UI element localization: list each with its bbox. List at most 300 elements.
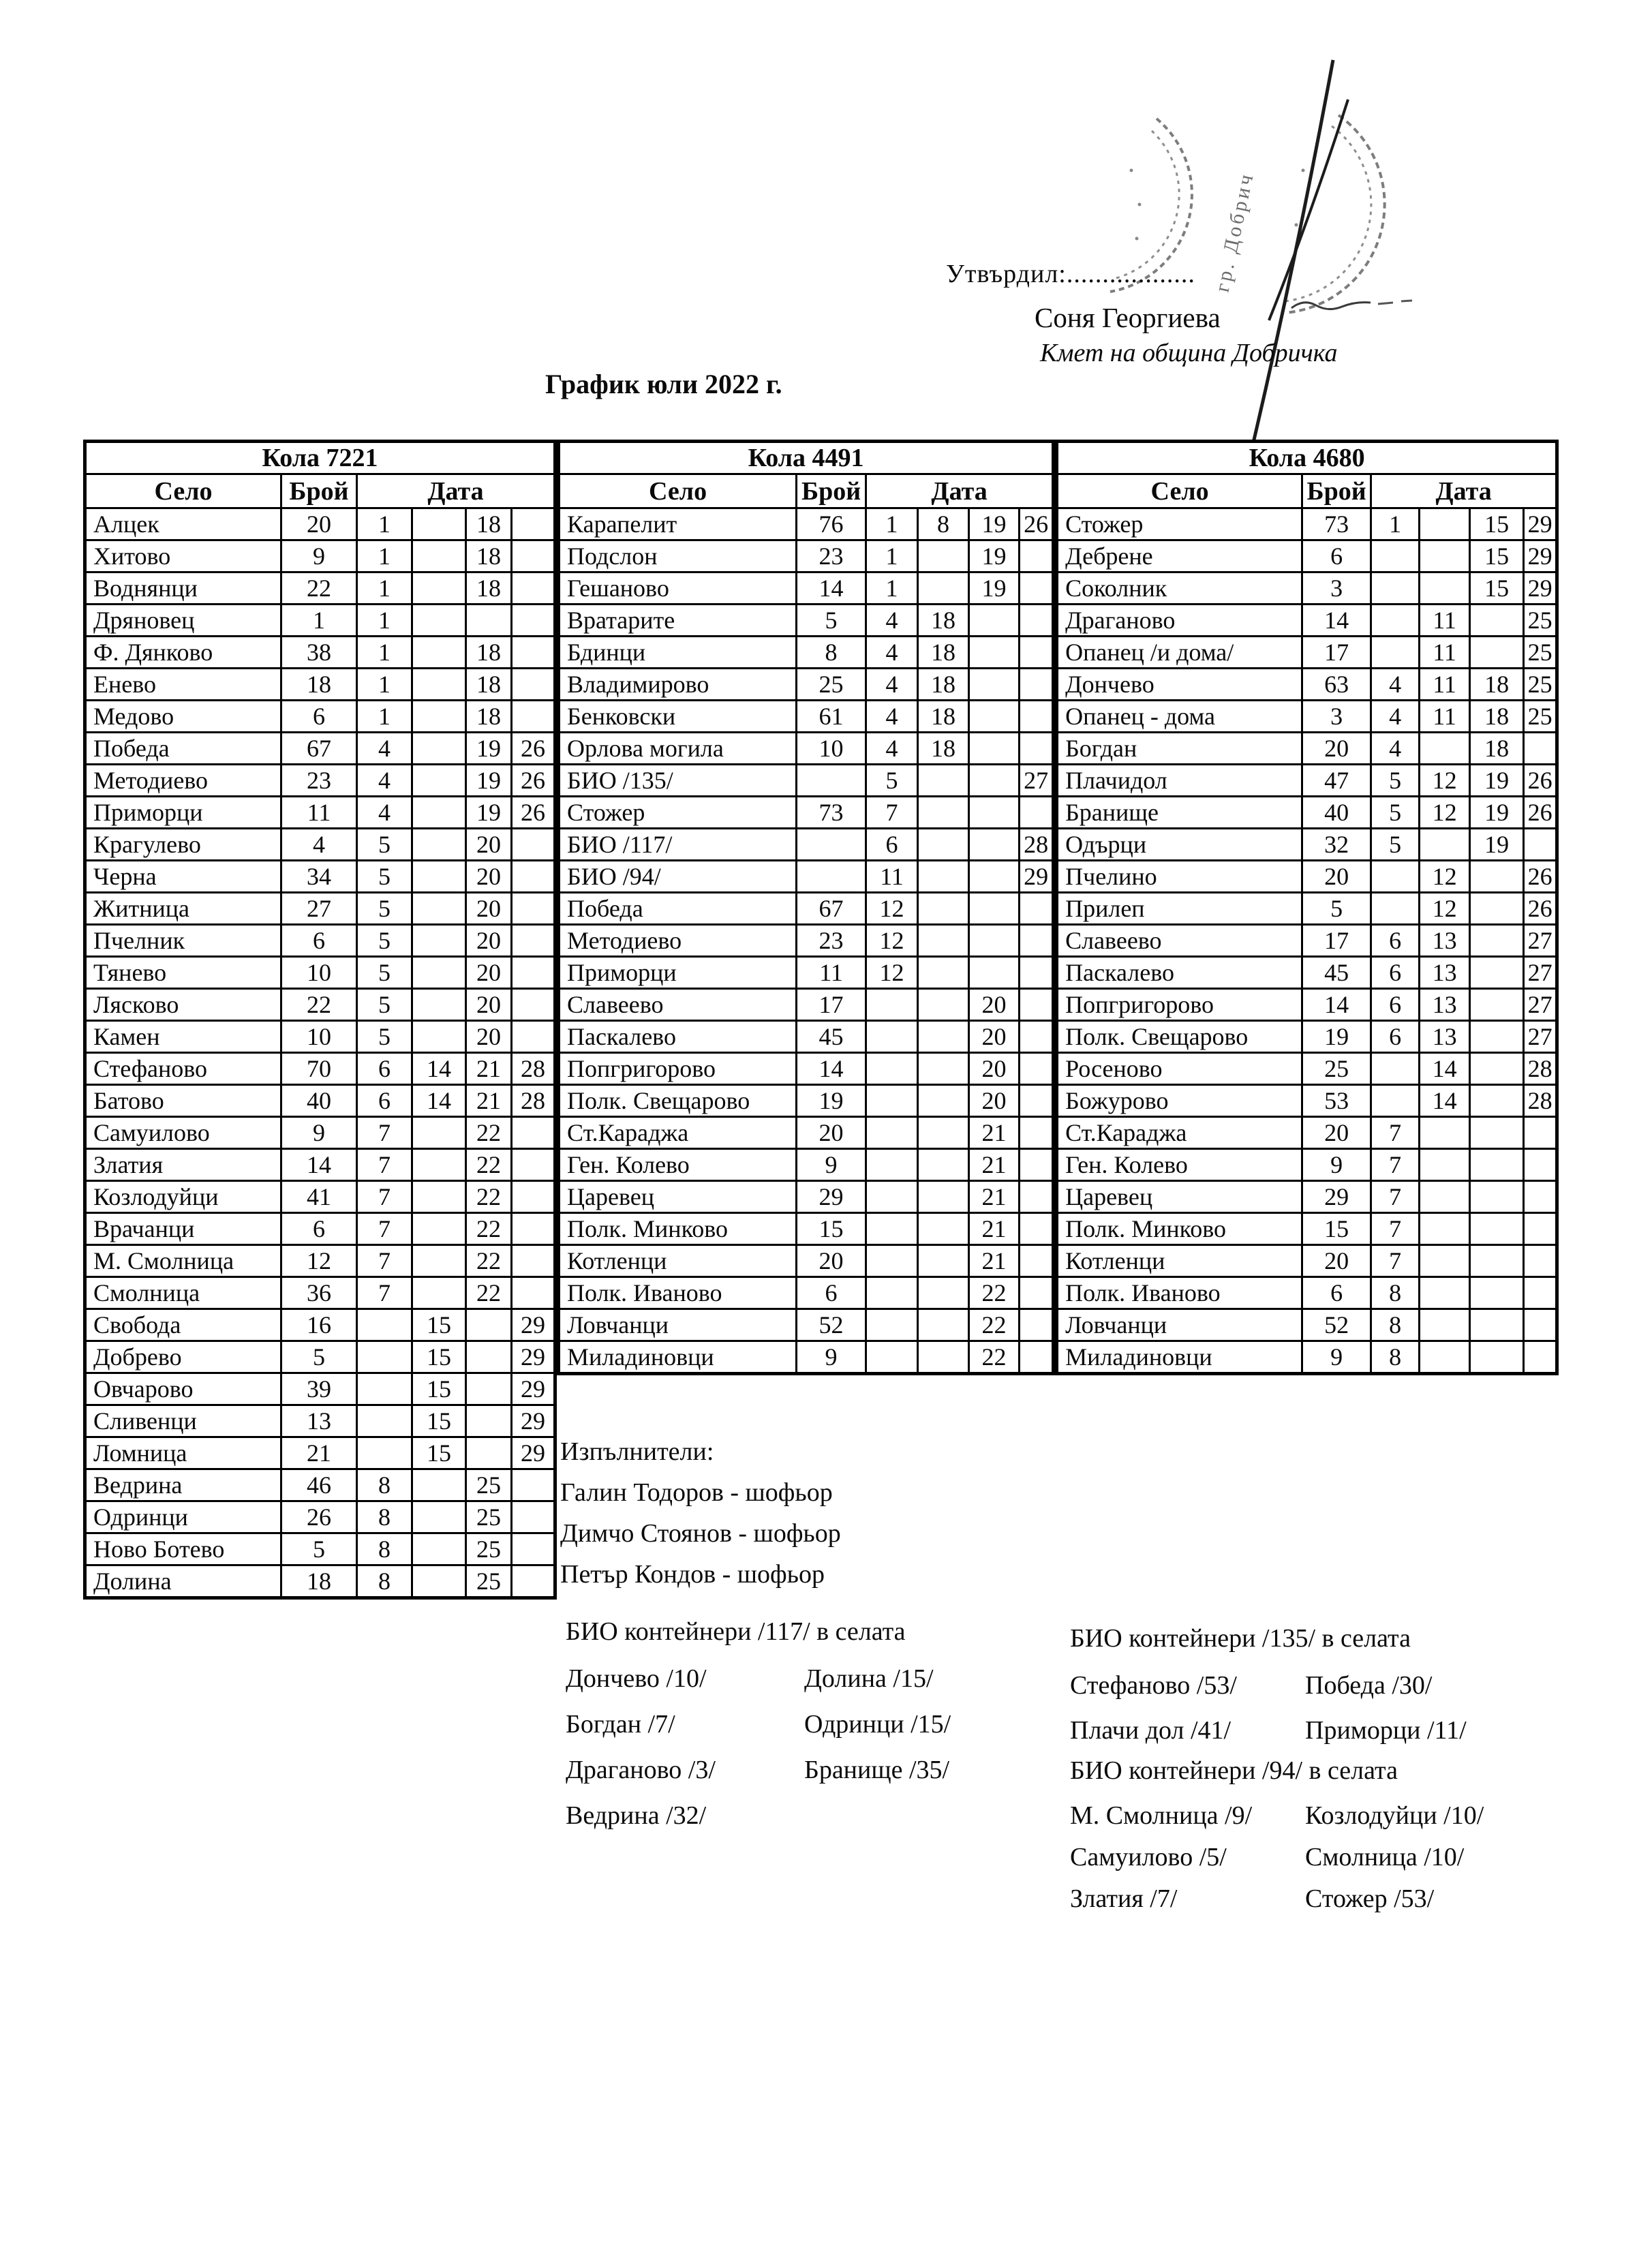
cell-date — [512, 508, 555, 540]
cell-village: Ген. Колево — [1057, 1149, 1302, 1181]
cell-date — [1524, 1341, 1557, 1374]
table-row — [1057, 925, 1557, 957]
cell-date: 7 — [1371, 1117, 1420, 1149]
cell-date: 22 — [466, 1277, 512, 1309]
cell-date: 13 — [1420, 957, 1470, 989]
cell-count: 52 — [1302, 1309, 1371, 1341]
cell-count: 6 — [1302, 540, 1371, 572]
cell-date — [412, 1149, 466, 1181]
cell-date: 12 — [866, 893, 918, 925]
cell-date: 4 — [1371, 733, 1420, 765]
table-row — [85, 1021, 555, 1053]
cell-date — [466, 605, 512, 637]
cell-date: 26 — [1524, 861, 1557, 893]
cell-count: 12 — [281, 1245, 357, 1277]
bio-section-135 — [1070, 1623, 1467, 1753]
cell-date — [1470, 1021, 1524, 1053]
cell-date: 4 — [866, 669, 918, 701]
cell-date: 18 — [466, 669, 512, 701]
cell-date: 14 — [412, 1053, 466, 1085]
cell-village: Владимирово — [559, 669, 797, 701]
table-row — [1057, 637, 1557, 669]
cell-date: 22 — [466, 1245, 512, 1277]
cell-date: 8 — [357, 1533, 412, 1565]
cell-village: Плачидол — [1057, 765, 1302, 797]
cell-count: 5 — [797, 605, 866, 637]
table-row — [559, 1309, 1054, 1341]
cell-date — [918, 1341, 969, 1374]
cell-date: 27 — [1524, 1021, 1557, 1053]
bio-list — [804, 1656, 951, 1839]
cell-village: Победа — [559, 893, 797, 925]
col-header-date: Дата — [866, 474, 1054, 508]
cell-date: 18 — [918, 637, 969, 669]
cell-date — [412, 1117, 466, 1149]
cell-village: Паскалево — [559, 1021, 797, 1053]
cell-date: 1 — [866, 540, 918, 572]
cell-date — [1470, 989, 1524, 1021]
table-row — [559, 701, 1054, 733]
cell-date: 7 — [357, 1213, 412, 1245]
cell-date: 15 — [1470, 508, 1524, 540]
cell-date: 18 — [466, 540, 512, 572]
cell-count: 26 — [281, 1501, 357, 1533]
cell-date — [918, 861, 969, 893]
cell-date: 18 — [918, 605, 969, 637]
list-item: Смолница /10/ — [1305, 1843, 1465, 1871]
cell-date — [918, 1021, 969, 1053]
cell-date — [969, 797, 1020, 829]
table-row — [85, 1277, 555, 1309]
cell-date: 5 — [357, 1021, 412, 1053]
cell-date: 7 — [1371, 1149, 1420, 1181]
cell-date — [466, 1341, 512, 1373]
cell-date: 19 — [466, 765, 512, 797]
table-row — [85, 1117, 555, 1149]
cell-date: 29 — [512, 1309, 555, 1341]
cell-date — [1524, 1149, 1557, 1181]
cell-date: 11 — [866, 861, 918, 893]
table-row — [85, 893, 555, 925]
cell-village: Пчелник — [85, 925, 281, 957]
cell-date: 25 — [1524, 701, 1557, 733]
cell-date: 22 — [969, 1277, 1020, 1309]
table-row — [85, 1373, 555, 1405]
table-row — [559, 540, 1054, 572]
cell-date — [512, 1149, 555, 1181]
table-row — [559, 893, 1054, 925]
cell-date — [1420, 508, 1470, 540]
cell-date: 12 — [1420, 893, 1470, 925]
cell-date: 20 — [466, 861, 512, 893]
vehicle-table-7221 — [83, 440, 557, 1600]
list-item: Долина /15/ — [804, 1664, 934, 1693]
cell-date: 28 — [512, 1053, 555, 1085]
cell-date: 18 — [918, 669, 969, 701]
cell-date — [866, 989, 918, 1021]
cell-date: 5 — [1371, 797, 1420, 829]
cell-date — [1020, 957, 1054, 989]
col-header-count: Брой — [1302, 474, 1371, 508]
table-row — [559, 765, 1054, 797]
cell-village: Полк. Иваново — [559, 1277, 797, 1309]
cell-date: 18 — [466, 572, 512, 605]
table-row — [85, 765, 555, 797]
cell-date: 26 — [1524, 893, 1557, 925]
cell-village: Одърци — [1057, 829, 1302, 861]
cell-date: 25 — [1524, 605, 1557, 637]
cell-date: 4 — [866, 637, 918, 669]
vehicle-header: Кола 4491 — [559, 442, 1054, 474]
approver-role: Кмет на община Добричка — [1040, 339, 1338, 367]
cell-date — [918, 893, 969, 925]
cell-count: 5 — [1302, 893, 1371, 925]
cell-count: 52 — [797, 1309, 866, 1341]
cell-date: 15 — [412, 1373, 466, 1405]
cell-date: 6 — [1371, 957, 1420, 989]
cell-date — [1020, 797, 1054, 829]
cell-date — [1371, 572, 1420, 605]
cell-village: Бдинци — [559, 637, 797, 669]
cell-village: Полк. Минково — [559, 1213, 797, 1245]
cell-date — [1371, 605, 1420, 637]
cell-count: 73 — [1302, 508, 1371, 540]
cell-date — [969, 893, 1020, 925]
cell-date: 26 — [1020, 508, 1054, 540]
cell-count: 76 — [797, 508, 866, 540]
cell-date — [357, 1405, 412, 1437]
cell-village: Приморци — [559, 957, 797, 989]
cell-date — [412, 540, 466, 572]
table-row — [85, 1309, 555, 1341]
table-row — [559, 797, 1054, 829]
cell-date: 1 — [866, 572, 918, 605]
cell-village: Паскалево — [1057, 957, 1302, 989]
cell-date: 27 — [1524, 989, 1557, 1021]
cell-date: 27 — [1020, 765, 1054, 797]
cell-count: 20 — [281, 508, 357, 540]
list-item: Плачи дол /41/ — [1070, 1716, 1232, 1745]
cell-village: Прилеп — [1057, 893, 1302, 925]
cell-date — [918, 1213, 969, 1245]
cell-count: 20 — [797, 1117, 866, 1149]
cell-date: 5 — [357, 829, 412, 861]
cell-village: Овчарово — [85, 1373, 281, 1405]
cell-date — [1020, 1309, 1054, 1341]
cell-village: Опанец - дома — [1057, 701, 1302, 733]
executors-list — [560, 1472, 841, 1595]
cell-village: Тянево — [85, 957, 281, 989]
cell-date: 8 — [918, 508, 969, 540]
cell-date: 5 — [357, 925, 412, 957]
cell-date — [918, 1085, 969, 1117]
cell-date — [1020, 1341, 1054, 1374]
list-item: Дончево /10/ — [566, 1664, 707, 1693]
cell-date: 8 — [1371, 1309, 1420, 1341]
cell-date — [512, 572, 555, 605]
cell-village: Гешаново — [559, 572, 797, 605]
cell-date: 21 — [969, 1117, 1020, 1149]
cell-date: 12 — [1420, 797, 1470, 829]
cell-village: Стефаново — [85, 1053, 281, 1085]
cell-date — [1371, 893, 1420, 925]
table-row — [85, 1533, 555, 1565]
table-row — [85, 637, 555, 669]
cell-date: 19 — [969, 508, 1020, 540]
cell-date — [866, 1309, 918, 1341]
cell-date — [412, 637, 466, 669]
cell-date — [357, 1309, 412, 1341]
table-row — [85, 957, 555, 989]
cell-date — [512, 861, 555, 893]
cell-date: 4 — [866, 733, 918, 765]
cell-date — [1371, 637, 1420, 669]
cell-count: 10 — [281, 1021, 357, 1053]
cell-count: 5 — [281, 1533, 357, 1565]
table-row — [1057, 1117, 1557, 1149]
cell-date — [512, 605, 555, 637]
approval-label: Утвърдил:.................. — [946, 260, 1195, 288]
table-row — [1057, 540, 1557, 572]
cell-date: 5 — [357, 989, 412, 1021]
cell-date: 6 — [357, 1053, 412, 1085]
table-row — [85, 1181, 555, 1213]
cell-date — [866, 1277, 918, 1309]
cell-village: Бранище — [1057, 797, 1302, 829]
cell-village: Росеново — [1057, 1053, 1302, 1085]
cell-date: 7 — [357, 1181, 412, 1213]
cell-village: Полк. Минково — [1057, 1213, 1302, 1245]
cell-date: 22 — [969, 1309, 1020, 1341]
cell-date: 18 — [466, 508, 512, 540]
table-row — [559, 637, 1054, 669]
table-row — [1057, 1309, 1557, 1341]
cell-village: Методиево — [85, 765, 281, 797]
col-header-village: Село — [85, 474, 281, 508]
cell-count: 32 — [1302, 829, 1371, 861]
cell-date: 11 — [1420, 701, 1470, 733]
cell-date: 6 — [866, 829, 918, 861]
table-row — [559, 1021, 1054, 1053]
cell-count: 47 — [1302, 765, 1371, 797]
stamp-icon — [1211, 115, 1385, 313]
list-item: Златия /7/ — [1070, 1884, 1178, 1913]
table-row — [85, 733, 555, 765]
stamp-text: гр. Добрич — [1210, 170, 1259, 294]
table-row — [1057, 829, 1557, 861]
cell-date — [412, 605, 466, 637]
cell-date — [918, 925, 969, 957]
cell-date: 18 — [1470, 669, 1524, 701]
cell-date — [512, 1469, 555, 1501]
cell-count: 14 — [797, 1053, 866, 1085]
cell-count: 11 — [281, 797, 357, 829]
cell-count: 61 — [797, 701, 866, 733]
cell-village: Ловчанци — [559, 1309, 797, 1341]
cell-count: 14 — [1302, 605, 1371, 637]
cell-date — [512, 957, 555, 989]
cell-date — [969, 829, 1020, 861]
cell-count: 19 — [1302, 1021, 1371, 1053]
cell-date — [1470, 1149, 1524, 1181]
cell-date: 5 — [357, 893, 412, 925]
cell-date: 7 — [1371, 1213, 1420, 1245]
cell-date: 26 — [1524, 797, 1557, 829]
bio-section-94 — [1070, 1756, 1484, 1920]
cell-date: 4 — [357, 733, 412, 765]
cell-date — [918, 1117, 969, 1149]
cell-date — [1020, 572, 1054, 605]
cell-date: 29 — [512, 1341, 555, 1373]
cell-date — [512, 1277, 555, 1309]
col-header-village: Село — [559, 474, 797, 508]
cell-date: 22 — [466, 1117, 512, 1149]
cell-date: 1 — [866, 508, 918, 540]
cell-village: Ведрина — [85, 1469, 281, 1501]
table-row — [85, 605, 555, 637]
cell-village: Ген. Колево — [559, 1149, 797, 1181]
cell-date — [1020, 893, 1054, 925]
cell-count: 10 — [797, 733, 866, 765]
table-row — [85, 1085, 555, 1117]
cell-village: Хитово — [85, 540, 281, 572]
cell-date: 8 — [357, 1565, 412, 1598]
cell-date: 21 — [969, 1149, 1020, 1181]
table-row — [559, 1181, 1054, 1213]
cell-date: 15 — [1470, 572, 1524, 605]
cell-date — [412, 733, 466, 765]
table-row — [85, 669, 555, 701]
cell-date — [512, 1181, 555, 1213]
cell-date — [1470, 1309, 1524, 1341]
cell-date: 21 — [969, 1181, 1020, 1213]
cell-date — [1020, 1149, 1054, 1181]
cell-date — [1020, 540, 1054, 572]
cell-count: 9 — [797, 1149, 866, 1181]
bio-list — [1305, 1795, 1484, 1920]
table-row — [559, 508, 1054, 540]
cell-village: Приморци — [85, 797, 281, 829]
table-row — [1057, 733, 1557, 765]
cell-count: 34 — [281, 861, 357, 893]
cell-date — [412, 1245, 466, 1277]
cell-date — [512, 701, 555, 733]
cell-date: 7 — [357, 1149, 412, 1181]
cell-village: Попгригорово — [559, 1053, 797, 1085]
cell-date: 22 — [466, 1149, 512, 1181]
cell-count: 4 — [281, 829, 357, 861]
cell-date — [1420, 733, 1470, 765]
cell-date — [412, 1213, 466, 1245]
cell-date — [969, 701, 1020, 733]
list-item: Самуилово /5/ — [1070, 1843, 1227, 1871]
table-row — [559, 1053, 1054, 1085]
table-row — [85, 1053, 555, 1085]
table-row — [85, 1437, 555, 1469]
cell-date — [1470, 1117, 1524, 1149]
cell-date: 28 — [512, 1085, 555, 1117]
cell-date: 4 — [866, 701, 918, 733]
table-row — [559, 1085, 1054, 1117]
cell-date — [866, 1117, 918, 1149]
cell-date: 25 — [466, 1469, 512, 1501]
table-row — [559, 572, 1054, 605]
cell-date — [412, 893, 466, 925]
cell-date: 8 — [1371, 1277, 1420, 1309]
cell-village: Стожер — [559, 797, 797, 829]
cell-village: Пчелино — [1057, 861, 1302, 893]
cell-count: 9 — [1302, 1149, 1371, 1181]
cell-date: 26 — [512, 733, 555, 765]
cell-count: 45 — [1302, 957, 1371, 989]
cell-date — [1020, 701, 1054, 733]
table-row — [1057, 765, 1557, 797]
cell-date: 1 — [357, 669, 412, 701]
cell-count: 40 — [1302, 797, 1371, 829]
cell-village: Крагулево — [85, 829, 281, 861]
cell-date: 22 — [466, 1181, 512, 1213]
table-row — [85, 1245, 555, 1277]
list-item: М. Смолница /9/ — [1070, 1801, 1253, 1830]
table-row — [559, 733, 1054, 765]
cell-village: Божурово — [1057, 1085, 1302, 1117]
list-item: Одринци /15/ — [804, 1710, 951, 1739]
schedule-tables — [83, 440, 1559, 1600]
table-body — [1057, 508, 1557, 1374]
cell-date — [866, 1085, 918, 1117]
table-row — [559, 829, 1054, 861]
cell-date: 11 — [1420, 605, 1470, 637]
cell-date: 28 — [1020, 829, 1054, 861]
cell-village: Свобода — [85, 1309, 281, 1341]
cell-count: 22 — [281, 989, 357, 1021]
table-row — [85, 540, 555, 572]
cell-date — [1524, 1213, 1557, 1245]
cell-date — [866, 1181, 918, 1213]
cell-count: 70 — [281, 1053, 357, 1085]
cell-date — [1020, 1181, 1054, 1213]
cell-date: 5 — [1371, 829, 1420, 861]
cell-date: 18 — [1470, 701, 1524, 733]
cell-village: Стожер — [1057, 508, 1302, 540]
cell-date: 4 — [1371, 669, 1420, 701]
list-item: Победа /30/ — [1305, 1671, 1433, 1700]
cell-count: 9 — [1302, 1341, 1371, 1374]
bio-section-title: БИО контейнери /117/ в селата — [566, 1617, 906, 1646]
cell-date — [412, 797, 466, 829]
cell-village: Ст.Караджа — [559, 1117, 797, 1149]
cell-date — [512, 1213, 555, 1245]
cell-date — [512, 1565, 555, 1598]
cell-count: 29 — [1302, 1181, 1371, 1213]
cell-village: Опанец /и дома/ — [1057, 637, 1302, 669]
cell-date — [1470, 1277, 1524, 1309]
table-row — [559, 605, 1054, 637]
cell-village: Самуилово — [85, 1117, 281, 1149]
cell-date — [1524, 1117, 1557, 1149]
bio-list — [1305, 1663, 1467, 1753]
executors-block — [560, 1431, 841, 1595]
cell-village: Славеево — [1057, 925, 1302, 957]
cell-count: 3 — [1302, 701, 1371, 733]
table-row — [559, 1117, 1054, 1149]
cell-date: 18 — [918, 733, 969, 765]
cell-date — [1470, 1245, 1524, 1277]
cell-date — [866, 1245, 918, 1277]
cell-date: 29 — [1524, 508, 1557, 540]
table-row — [559, 1341, 1054, 1374]
cell-date — [412, 989, 466, 1021]
